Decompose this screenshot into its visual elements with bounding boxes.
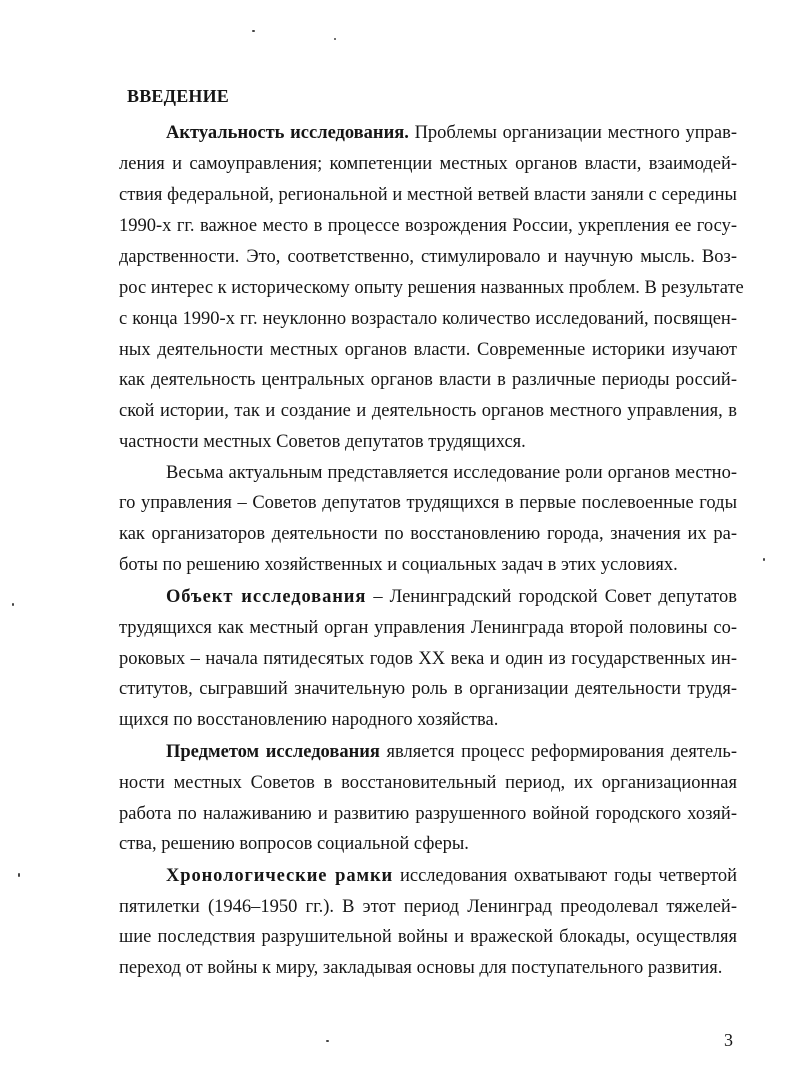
text-line: го управления – Советов депутатов трудящихся в первые послевоенные годы <box>119 493 737 513</box>
text-line: ститутов, сыгравший значительную роль в организации деятельности трудя- <box>119 679 737 699</box>
text-line: как деятельность центральных органов власти в различные периоды россий- <box>119 370 737 390</box>
line-text: Проблемы организации местного управ- <box>408 123 738 143</box>
line-text: исследования охватывают годы четвертой <box>393 866 737 886</box>
text-line: боты по решению хозяйственных и социальных задач в этих условиях. <box>119 555 678 575</box>
text-line: роковых – начала пятидесятых годов XX века и один из государственных ин- <box>119 649 737 669</box>
text-line: с конца 1990-х гг. неуклонно возрастало количество исследований, посвящен- <box>119 309 737 329</box>
text-line: ных деятельности местных органов власти. Современные историки изучают <box>119 340 737 360</box>
text-line: как организаторов деятельности по восстановлению города, значения их ра- <box>119 524 737 544</box>
text-line: 1990-х гг. важное место в процессе возрождения России, укрепления ее госу- <box>119 216 737 236</box>
text-line: трудящихся как местный орган управления Ленинграда второй половины со- <box>119 618 737 638</box>
text-line: Весьма актуальным представляется исследование роли органов местно- <box>166 463 737 483</box>
scan-speck <box>12 603 14 606</box>
text-line <box>166 865 737 887</box>
text-line: переход от войны к миру, закладывая основы для поступательного развития. <box>119 958 723 978</box>
page-number: 3 <box>724 1030 733 1050</box>
text-line: ства, решению вопросов социальной сферы. <box>119 834 469 854</box>
line-text: является процесс реформирования деятель- <box>379 742 737 762</box>
text-line: работа по налаживанию и развитию разрушенного войной городского хозяй- <box>119 804 737 824</box>
text-line: пятилетки (1946–1950 гг.). В этот период Ленинград преодолевал тяжелей- <box>119 897 737 917</box>
text-line <box>166 741 737 763</box>
scan-speck <box>326 1040 329 1042</box>
text-line <box>166 586 737 608</box>
text-line: ской истории, так и создание и деятельность органов местного управления, в <box>119 401 737 421</box>
bold-term: Актуальность исследования. <box>166 123 409 143</box>
text-line <box>166 122 737 144</box>
text-line: дарственности. Это, соответственно, стимулировало и научную мысль. Воз- <box>119 247 737 267</box>
text-line: ствия федеральной, региональной и местной ветвей власти заняли с середины <box>119 185 737 205</box>
text-line: частности местных Советов депутатов трудящихся. <box>119 432 526 452</box>
section-heading: ВВЕДЕНИЕ <box>127 86 230 106</box>
bold-term: Объект исследования <box>166 587 367 607</box>
text-line: шие последствия разрушительной войны и вражеской блокады, осуществляя <box>119 927 737 947</box>
line-text: – Ленинградский городской Совет депутатов <box>366 587 737 607</box>
bold-term: Хронологические рамки <box>166 866 394 886</box>
text-line: ности местных Советов в восстановительный период, их организационная <box>119 773 737 793</box>
scan-speck <box>18 873 20 877</box>
text-line: рос интерес к историческому опыту решения названных проблем. В результате <box>119 278 744 298</box>
bold-term: Предметом исследования <box>166 742 380 762</box>
scan-speck <box>763 558 765 561</box>
scan-speck <box>252 30 255 32</box>
text-line: щихся по восстановлению народного хозяйства. <box>119 710 499 730</box>
scan-speck <box>334 38 336 40</box>
text-line: ления и самоуправления; компетенции местных органов власти, взаимодей- <box>119 154 737 174</box>
